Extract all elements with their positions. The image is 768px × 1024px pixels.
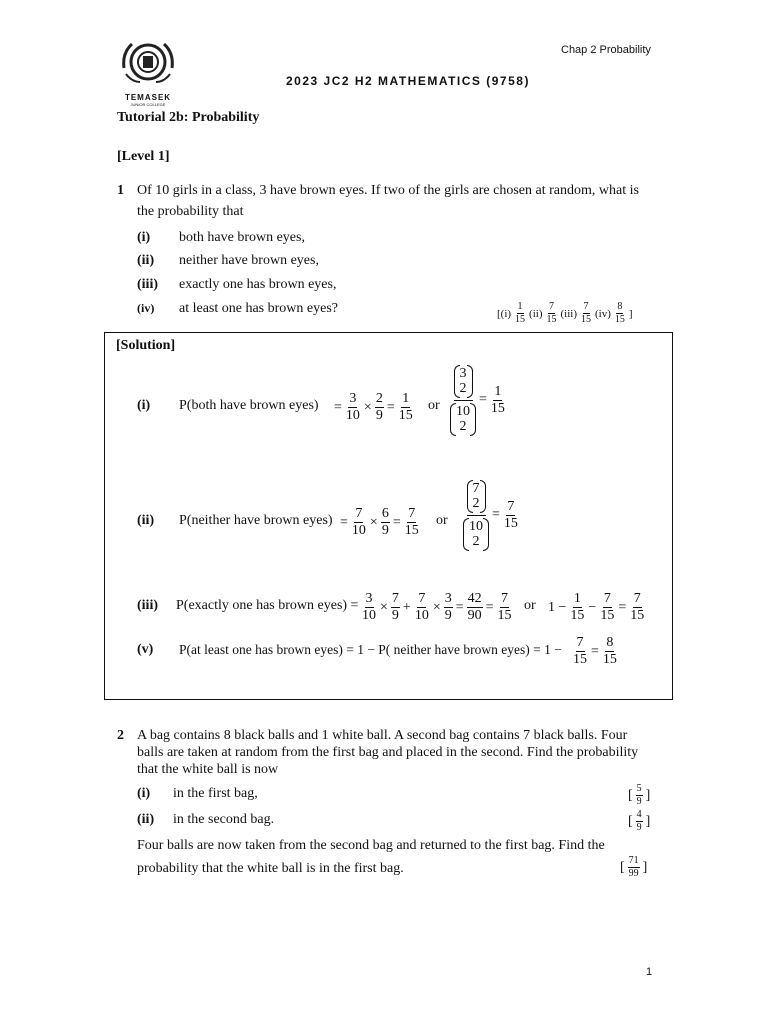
frac-num: 3 [365, 591, 373, 606]
ans-den: 15 [581, 314, 591, 325]
frac-num: 5 [636, 783, 642, 794]
frac-den: 15 [497, 608, 512, 623]
eq-sign: = [392, 514, 401, 530]
q2-part-answer: [ $\frac{4}{9}$ ] [628, 809, 651, 833]
times-sign: × [380, 599, 388, 615]
q1-part-label: (iii) [137, 277, 158, 292]
frac-den: 15 [398, 408, 413, 423]
frac-den: 10 [345, 408, 360, 423]
ans-num: 7 [583, 301, 589, 312]
course-title: 2023 JC2 H2 MATHEMATICS (9758) [286, 74, 530, 88]
eq-sign: = [618, 599, 627, 615]
frac-den: 10 [351, 523, 366, 538]
frac-den: 9 [636, 822, 642, 833]
frac-num: 7 [603, 591, 611, 606]
frac-den: 10 [414, 608, 429, 623]
frac-den: 9 [391, 608, 399, 623]
frac-den: 10 [362, 608, 376, 623]
frac-num: 42 [467, 591, 482, 606]
q2-part-label: (ii) [137, 812, 155, 827]
frac-num: 7 [576, 635, 584, 650]
eq-sign: = [340, 514, 348, 530]
sol-ii-or: or [436, 513, 448, 528]
frac-den: 99 [628, 868, 639, 879]
q1-part-text: both have brown eyes, [179, 230, 305, 245]
frac-num: 1 [573, 591, 581, 606]
frac-den: 15 [490, 400, 505, 416]
binom-bottom: 2 [472, 534, 480, 550]
frac-den: 15 [600, 608, 615, 623]
q1-part-label: (i) [137, 230, 151, 245]
frac-num: 7 [507, 498, 515, 514]
q1-part-label: (iv) [137, 301, 155, 315]
frac-den: 15 [404, 523, 419, 538]
minus-sign: − [588, 599, 597, 615]
eq-sign: = [591, 643, 599, 659]
frac-num: 7 [418, 591, 426, 606]
level-heading: [Level 1] [117, 149, 170, 164]
sol-iii-label: (iii) [137, 598, 158, 613]
frac-den: 9 [375, 408, 383, 423]
sol-v-label: (v) [137, 642, 154, 657]
sol-i-binomial [450, 365, 506, 436]
q1-stem-line1: Of 10 girls in a class, 3 have brown eyes. If two of the girls are chosen at random, what is [137, 183, 639, 198]
sol-i-or: or [428, 398, 440, 413]
q2-part-label: (i) [137, 786, 151, 801]
times-sign: × [363, 399, 372, 415]
frac-num: 8 [606, 635, 614, 650]
sol-i-text: P(both have brown eyes) [179, 398, 319, 413]
eq-sign: = [485, 599, 494, 615]
ans-num: 1 [517, 301, 523, 312]
ans-den: 15 [515, 314, 526, 325]
q1-part-text: exactly one has brown eyes, [179, 277, 337, 292]
eq-sign: = [455, 599, 464, 615]
school-crest-icon [118, 38, 178, 88]
school-logo [118, 38, 178, 107]
binom-bottom: 2 [459, 381, 467, 397]
q1-part-text: neither have brown eyes, [179, 253, 319, 268]
sol-ii-label: (ii) [137, 513, 155, 528]
solution-heading: [Solution] [116, 338, 176, 353]
frac-num: 2 [375, 391, 383, 406]
ans-den: 15 [546, 314, 557, 325]
frac-num: 4 [636, 809, 642, 820]
sol-iii-calc [361, 592, 513, 623]
frac-den: 15 [503, 515, 518, 531]
frac-num: 1 [402, 391, 410, 406]
frac-den: 15 [570, 608, 585, 623]
chapter-label: Chap 2 Probability [561, 44, 651, 56]
eq-sign: = [386, 399, 395, 415]
frac-num: 3 [349, 391, 357, 406]
frac-den: 9 [636, 796, 642, 807]
frac-num: 7 [391, 591, 399, 606]
times-sign: × [369, 514, 378, 530]
frac-num: 7 [633, 591, 641, 606]
q2-number: 2 [117, 728, 124, 743]
times-sign: × [432, 599, 441, 615]
frac-den: 9 [381, 523, 389, 538]
logo-subtext: JUNIOR COLLEGE [130, 102, 166, 107]
ans-den: 15 [614, 314, 625, 325]
page-title: Tutorial 2b: Probability [117, 110, 260, 125]
answers-open: [(i) [497, 307, 512, 320]
q2-line1: A bag contains 8 black balls and 1 white ball. A second bag contains 7 black balls. Four [137, 728, 628, 743]
binom-top: 10 [469, 518, 483, 534]
sol-v-calc [572, 636, 618, 667]
sol-iii-alt [548, 592, 645, 623]
binom-bottom: 2 [472, 496, 480, 512]
binom-top: 10 [456, 403, 470, 419]
frac-num: 71 [628, 855, 639, 866]
q2-line3: that the white ball is now [137, 762, 279, 777]
frac-num: 7 [355, 506, 363, 521]
frac-num: 3 [444, 591, 452, 606]
sol-ii-binomial [463, 480, 519, 551]
sol-v-text: P(at least one has brown eyes) = 1 − P( neither have brown eyes) = 1 − [179, 642, 562, 657]
q2-part-text: in the first bag, [173, 786, 258, 801]
eq-sign: = [479, 392, 487, 408]
frac-den: 9 [444, 608, 452, 623]
ans-num: 7 [549, 301, 554, 312]
q2-final-answer: [ $\frac{71}{99}$ ] [620, 855, 648, 879]
ans-label: (ii) [529, 307, 543, 320]
sol-ii-calc [340, 507, 420, 538]
frac-num: 7 [408, 506, 416, 521]
sol-iii-or: or [524, 598, 536, 613]
sol-ii-text: P(neither have brown eyes) [179, 513, 333, 528]
answers-close: ] [628, 307, 633, 320]
ans-num: 8 [617, 301, 623, 312]
frac-den: 15 [630, 608, 645, 623]
logo-text: TEMASEK [124, 93, 172, 102]
q1-part-text: at least one has brown eyes? [179, 301, 338, 316]
sol-iii-text: P(exactly one has brown eyes) = [176, 598, 359, 613]
page-number: 1 [646, 966, 653, 978]
q1-answers [497, 302, 633, 325]
q1-number: 1 [117, 183, 124, 198]
eq-sign: = [492, 507, 500, 523]
q1-stem-line2: the probability that [137, 204, 244, 219]
q2-part-answer: [ $\frac{5}{9}$ ] [628, 783, 651, 807]
q2-follow-line2: probability that the white ball is in the first bag. [137, 861, 404, 876]
eq-sign: = [334, 399, 342, 415]
frac-num: 7 [501, 591, 509, 606]
ans-label: (iii) [560, 307, 577, 320]
frac-num: 1 [494, 383, 502, 399]
q1-part-label: (ii) [137, 253, 155, 268]
q2-line2: balls are taken at random from the first bag and placed in the second. Find the probability [137, 745, 639, 760]
binom-top: 3 [459, 366, 467, 381]
ans-label: (iv) [595, 307, 611, 320]
sol-i-label: (i) [137, 398, 151, 413]
one-minus: 1 − [548, 599, 567, 615]
binom-bottom: 2 [459, 419, 467, 435]
frac-num: 6 [381, 506, 389, 521]
plus-sign: + [402, 599, 411, 615]
binom-top: 7 [472, 481, 480, 496]
q2-part-text: in the second bag. [173, 812, 275, 827]
sol-i-calc [334, 392, 414, 423]
frac-den: 90 [467, 608, 482, 623]
frac-den: 15 [602, 652, 617, 667]
frac-den: 15 [573, 652, 587, 667]
q2-follow-line1: Four balls are now taken from the second bag and returned to the first bag. Find the [137, 838, 605, 853]
